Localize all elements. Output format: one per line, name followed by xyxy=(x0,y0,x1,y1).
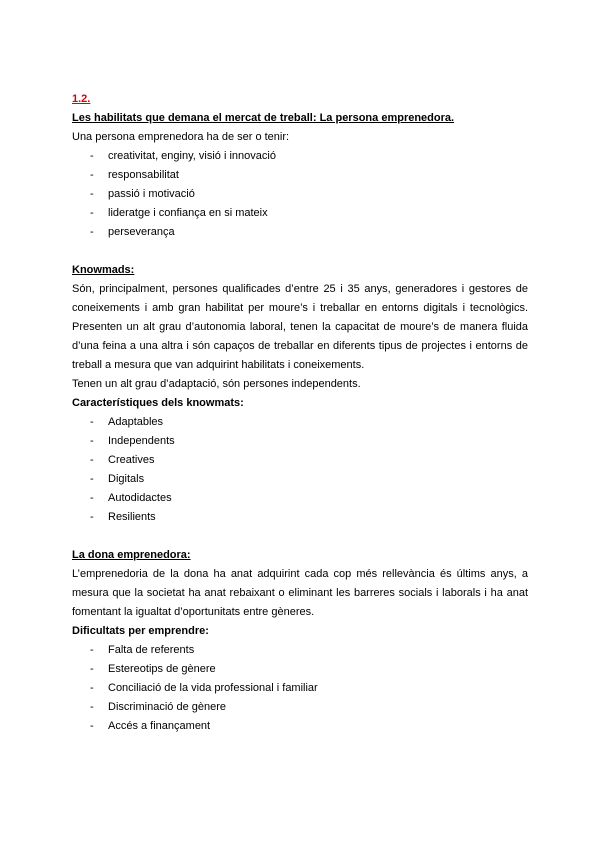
list-item: - Resilients xyxy=(72,508,528,527)
difficulties-list xyxy=(72,641,528,736)
list-item: - Adaptables xyxy=(72,413,528,432)
traits-list xyxy=(72,147,528,242)
list-item: - Conciliació de la vida professional i familiar xyxy=(72,679,528,698)
list-item: - creativitat, enginy, visió i innovació xyxy=(72,147,528,166)
list-item: - lideratge i confiança en si mateix xyxy=(72,204,528,223)
page-content xyxy=(72,90,528,736)
list-item: - Estereotips de gènere xyxy=(72,660,528,679)
section-intro: Una persona emprenedora ha de ser o tenir: xyxy=(72,131,290,143)
knowmads-paragraph: Són, principalment, persones qualificades d’entre 25 i 35 anys, generadores i gestores de coneixements i amb gran habilitat per moure’s i treballar en entorns digitals i tecnològics. Presenten un alt grau d’autonomia laboral, tenen la capacitat de moure’s de manera fluida d’una feina a una altra i són capaços de treballar en diferents tipus de projectes i entorns de treball a mesura que van adquirint habilitats i coneixements. xyxy=(72,283,528,371)
dona-subtitle: Dificultats per emprendre: xyxy=(72,625,209,637)
spacer xyxy=(72,242,528,261)
spacer xyxy=(72,527,528,546)
list-item: - passió i motivació xyxy=(72,185,528,204)
dona-title: La dona emprenedora: xyxy=(72,549,191,561)
list-item: - Autodidactes xyxy=(72,489,528,508)
knowmads-paragraph-2: Tenen un alt grau d’adaptació, són persones independents. xyxy=(72,378,361,390)
list-item: - Falta de referents xyxy=(72,641,528,660)
list-item: - Discriminació de gènere xyxy=(72,698,528,717)
section-number: 1.2. xyxy=(72,93,91,105)
list-item: - Independents xyxy=(72,432,528,451)
knowmads-title: Knowmads: xyxy=(72,264,135,276)
list-item: - Accés a finançament xyxy=(72,717,528,736)
dona-paragraph: L’emprenedoria de la dona ha anat adquirint cada cop més rellevància és últims anys, a mesura que la societat ha anat rebaixant o eliminant les barreres socials i laborals i ha anat fomentant la igualtat d’oportunitats entre gèneres. xyxy=(72,568,528,618)
list-item: - Digitals xyxy=(72,470,528,489)
list-item: - Creatives xyxy=(72,451,528,470)
characteristics-list xyxy=(72,413,528,527)
knowmads-subtitle: Característiques dels knowmats: xyxy=(72,397,244,409)
list-item: - perseverança xyxy=(72,223,528,242)
list-item: - responsabilitat xyxy=(72,166,528,185)
section-title: Les habilitats que demana el mercat de treball: La persona emprenedora. xyxy=(72,112,455,124)
